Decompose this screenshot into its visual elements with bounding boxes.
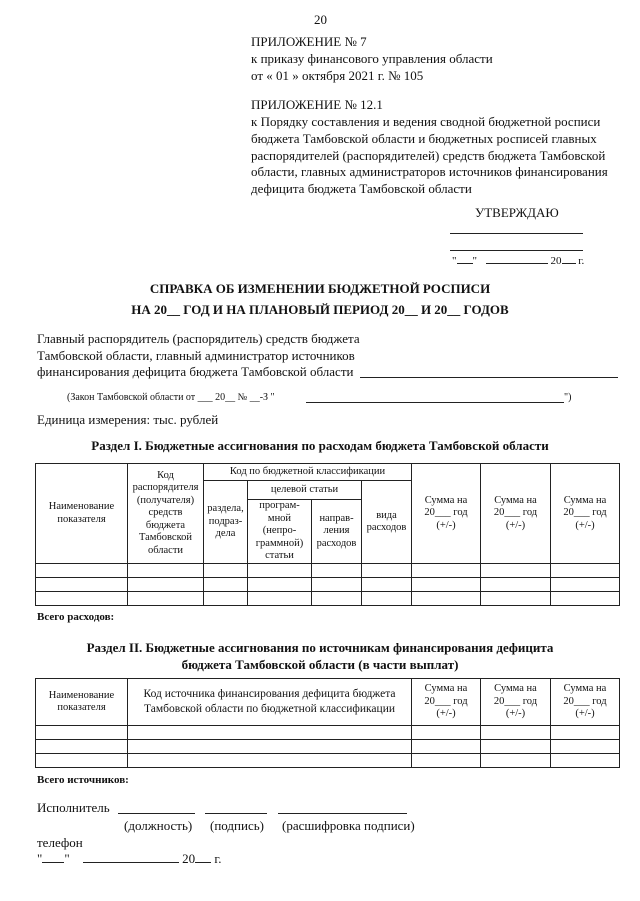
decode-caption: (расшифровка подписи) xyxy=(282,818,415,833)
sign-caption: (подпись) xyxy=(210,818,264,833)
executor-label: Исполнитель xyxy=(37,800,110,815)
distributor-fill-line[interactable] xyxy=(360,377,618,378)
section2-title-line2: бюджета Тамбовской области (в части выплат) xyxy=(181,657,459,672)
s2-header-sum2: Сумма на 20___ год (+/-) xyxy=(481,679,551,726)
document-title-line2: НА 20__ ГОД И НА ПЛАНОВЫЙ ПЕРИОД 20__ И 20__ ГОДОВ xyxy=(131,302,509,317)
table-row xyxy=(36,578,620,592)
s2-header-code: Код источника финансирования дефицита бюджета Тамбовской области по бюджетной классификации xyxy=(128,679,412,726)
section1-table xyxy=(35,463,620,606)
section1-total: Всего расходов: xyxy=(37,611,115,623)
table-row xyxy=(36,754,620,768)
s2-header-name: Наименование показателя xyxy=(36,679,128,726)
s1-header-sum2: Сумма на 20___ год (+/-) xyxy=(481,464,551,564)
s1-header-section: раздела, подраз-дела xyxy=(204,481,248,564)
distributor-line: Тамбовской области, главный администратор источников xyxy=(37,348,355,363)
appendix7-line2: от « 01 » октября 2021 г. № 105 xyxy=(251,68,424,83)
s1-header-target: целевой статьи xyxy=(248,481,362,500)
law-reference-fill-line[interactable] xyxy=(306,402,564,403)
s1-header-classification: Код по бюджетной классификации xyxy=(204,464,412,481)
appendix7-title: ПРИЛОЖЕНИЕ № 7 xyxy=(251,34,367,49)
approval-date: " " 20 г. xyxy=(452,255,585,267)
appendix12-line: бюджета Тамбовской области и бюджетных росписей главных xyxy=(251,131,597,146)
appendix7-line1: к приказу финансового управления области xyxy=(251,51,493,66)
document-title-line1: СПРАВКА ОБ ИЗМЕНЕНИИ БЮДЖЕТНОЙ РОСПИСИ xyxy=(149,281,491,296)
phone-label: телефон xyxy=(37,835,83,850)
appendix12-line: к Порядку составления и ведения сводной бюджетной росписи xyxy=(251,114,601,129)
section2-title-line1: Раздел II. Бюджетные ассигнования по источникам финансирования дефицита xyxy=(86,640,554,655)
table-row xyxy=(36,726,620,740)
decode-line[interactable] xyxy=(278,813,407,814)
page-number: 20 xyxy=(314,12,327,27)
approval-label: УТВЕРЖДАЮ xyxy=(475,205,559,220)
s1-header-direction: направ-ления расходов xyxy=(312,500,362,564)
appendix12-line: распорядителей (распорядителей) средств бюджета Тамбовской xyxy=(251,148,606,163)
signature-date: " " 20 г. xyxy=(37,851,222,866)
s1-header-code: Код распорядителя (получателя) средств бюджета Тамбовской области xyxy=(128,464,204,564)
s2-header-sum1: Сумма на 20___ год (+/-) xyxy=(412,679,481,726)
section1-title: Раздел I. Бюджетные ассигнования по расходам бюджета Тамбовской области xyxy=(91,438,549,453)
section2-total: Всего источников: xyxy=(37,774,129,786)
approval-position-line xyxy=(450,233,583,234)
law-reference-prefix: (Закон Тамбовской области от ___ 20__ № __-З " xyxy=(67,392,275,403)
unit-label: Единица измерения: тыс. рублей xyxy=(37,412,219,427)
distributor-line: Главный распорядитель (распорядитель) средств бюджета xyxy=(37,331,360,346)
law-reference-suffix: ") xyxy=(564,392,572,403)
section2-table xyxy=(35,678,620,768)
approval-signature-line xyxy=(450,250,583,251)
appendix12-line: области, главных администраторов источников финансирования xyxy=(251,164,608,179)
s1-header-sum1: Сумма на 20___ год (+/-) xyxy=(412,464,481,564)
position-line[interactable] xyxy=(118,813,195,814)
table-row xyxy=(36,740,620,754)
appendix12-line: дефицита бюджета Тамбовской области xyxy=(251,181,472,196)
s1-header-expense-type: вида расходов xyxy=(362,481,412,564)
appendix12-title: ПРИЛОЖЕНИЕ № 12.1 xyxy=(251,97,383,112)
s1-header-sum3: Сумма на 20___ год (+/-) xyxy=(551,464,620,564)
s1-header-name: Наименование показателя xyxy=(36,464,128,564)
s1-header-program: програм-мной (непро-граммной) статьи xyxy=(248,500,312,564)
position-caption: (должность) xyxy=(124,818,193,833)
table-row xyxy=(36,564,620,578)
signature-line[interactable] xyxy=(205,813,267,814)
table-row xyxy=(36,592,620,606)
s2-header-sum3: Сумма на 20___ год (+/-) xyxy=(551,679,620,726)
distributor-line: финансирования дефицита бюджета Тамбовской области xyxy=(37,364,354,379)
